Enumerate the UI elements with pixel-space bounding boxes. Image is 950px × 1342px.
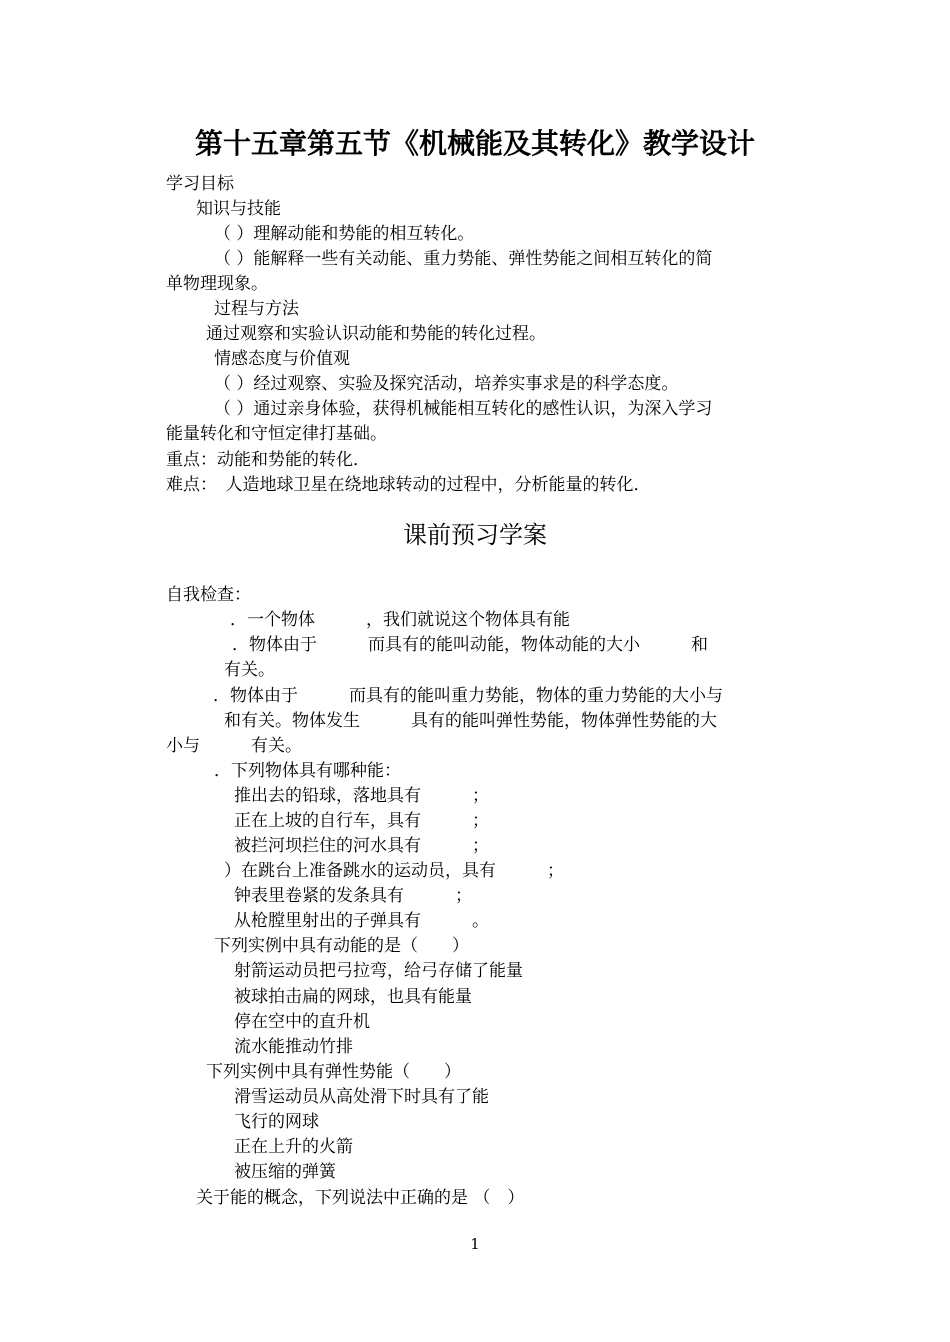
text-line: 有关。 <box>224 660 275 680</box>
text-line: 能量转化和守恒定律打基础。 <box>166 424 387 444</box>
text-line: 单物理现象。 <box>166 274 268 294</box>
text-line: 被压缩的弹簧 <box>234 1162 336 1182</box>
text-line: 自我检查： <box>166 585 251 605</box>
text-line: （ ）能解释一些有关动能、重力势能、弹性势能之间相互转化的简 <box>214 249 713 269</box>
text-line: 难点： 人造地球卫星在绕地球转动的过程中，分析能量的转化． <box>166 475 651 495</box>
text-line: 射箭运动员把弓拉弯，给弓存储了能量 <box>234 961 523 981</box>
text-line: 下列实例中具有弹性势能（ ） <box>206 1062 461 1082</box>
text-line: 滑雪运动员从高处滑下时具有了能 <box>234 1087 489 1107</box>
text-line: 关于能的概念，下列说法中正确的是 （ ） <box>196 1188 525 1208</box>
text-line: 正在上坡的自行车，具有 ； <box>234 811 489 831</box>
text-line: 停在空中的直升机 <box>234 1012 370 1032</box>
text-line: ．一个物体 ，我们就说这个物体具有能 <box>230 610 570 630</box>
text-line: 通过观察和实验认识动能和势能的转化过程。 <box>206 324 546 344</box>
text-line: 小与 有关。 <box>166 736 302 756</box>
text-line: 知识与技能 <box>196 199 281 219</box>
text-line: （ ）经过观察、实验及探究活动，培养实事求是的科学态度。 <box>214 374 679 394</box>
text-line: ．物体由于 而具有的能叫动能，物体动能的大小 和 <box>232 635 708 655</box>
text-line: 和有关。物体发生 具有的能叫弹性势能，物体弹性势能的大 <box>224 711 717 731</box>
text-line: 飞行的网球 <box>234 1112 319 1132</box>
text-line: 被球拍击扁的网球，也具有能量 <box>234 987 472 1007</box>
text-line: ．物体由于 而具有的能叫重力势能，物体的重力势能的大小与 <box>213 686 723 706</box>
section-title: 课前预习学案 <box>403 521 547 549</box>
text-line: （ ）通过亲身体验，获得机械能相互转化的感性认识，为深入学习 <box>214 399 713 419</box>
text-line: 钟表里卷紧的发条具有 ； <box>234 886 472 906</box>
text-line: 从枪膛里射出的子弹具有 。 <box>234 911 489 931</box>
page-number: 1 <box>470 1235 480 1253</box>
text-line: ）在跳台上准备跳水的运动员，具有 ； <box>224 861 564 881</box>
text-line: 被拦河坝拦住的河水具有 ； <box>234 836 489 856</box>
text-line: 流水能推动竹排 <box>234 1037 353 1057</box>
text-line: 重点：动能和势能的转化． <box>166 450 370 470</box>
text-line: 学习目标 <box>166 174 234 194</box>
text-line: 下列实例中具有动能的是（ ） <box>214 936 469 956</box>
text-line: （ ）理解动能和势能的相互转化。 <box>214 224 475 244</box>
text-line: 过程与方法 <box>214 299 299 319</box>
text-line: 推出去的铅球，落地具有 ； <box>234 786 489 806</box>
text-line: 正在上升的火箭 <box>234 1137 353 1157</box>
text-line: ．下列物体具有哪种能： <box>214 761 401 781</box>
document-title: 第十五章第五节《机械能及其转化》教学设计 <box>194 127 755 160</box>
text-line: 情感态度与价值观 <box>214 349 350 369</box>
